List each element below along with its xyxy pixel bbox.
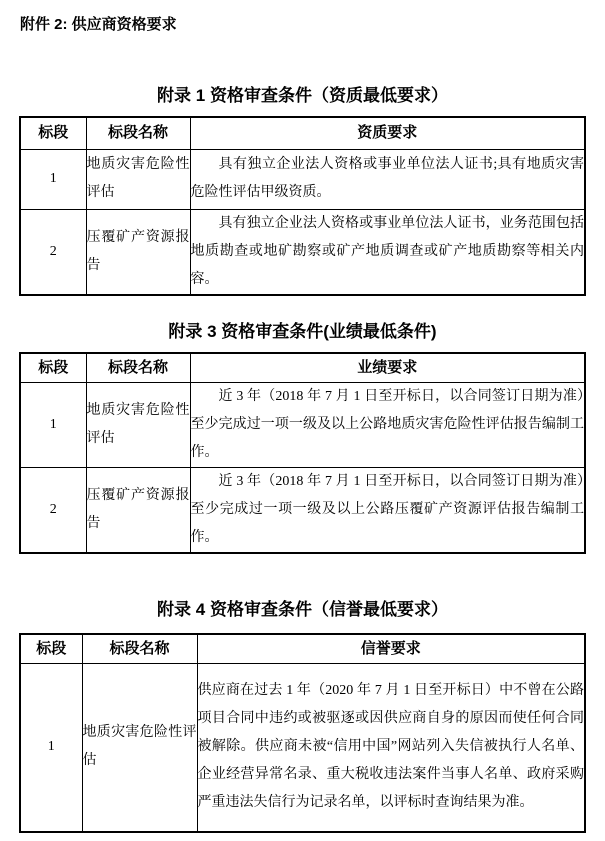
table-header-row (20, 634, 585, 664)
table-row (20, 209, 585, 295)
performance-requirements-table (19, 352, 586, 554)
lot-number-cell: 1 (20, 383, 86, 468)
table-row (20, 468, 585, 554)
requirement-cell: 具有独立企业法人资格或事业单位法人证书，业务范围包括地质勘查或地矿勘察或矿产地质调查或矿产地质勘察等相关内容。 (190, 209, 585, 295)
table-row (20, 149, 585, 209)
column-header-requirement: 业绩要求 (190, 353, 585, 383)
column-header-lot: 标段 (20, 117, 86, 149)
table-row (20, 664, 585, 832)
section-3-heading: 附录 4 资格审查条件（信誉最低要求） (157, 600, 448, 619)
column-header-lot: 标段 (20, 634, 82, 664)
requirement-cell: 具有独立企业法人资格或事业单位法人证书;具有地质灾害危险性评估甲级资质。 (190, 149, 585, 209)
column-header-lot-name: 标段名称 (82, 634, 197, 664)
section-1-heading: 附录 1 资格审查条件（资质最低要求） (157, 86, 448, 105)
lot-name-cell: 地质灾害危险性评估 (82, 664, 197, 832)
lot-number-cell: 2 (20, 209, 86, 295)
column-header-lot-name: 标段名称 (86, 117, 190, 149)
qualification-requirements-table (19, 116, 586, 296)
lot-name-cell: 地质灾害危险性评估 (86, 383, 190, 468)
lot-name-cell: 地质灾害危险性评估 (86, 149, 190, 209)
column-header-lot-name: 标段名称 (86, 353, 190, 383)
requirement-cell: 供应商在过去 1 年（2020 年 7 月 1 日至开标日）中不曾在公路项目合同中违约或被驱逐或因供应商自身的原因而使任何合同被解除。供应商未被“信用中国”网站列入失信被执行人名单、企业经营异常名录、重大税收违法案件当事人名单、政府采购严重违法失信行为记录名单，以评标时查询结果为准。 (197, 664, 585, 832)
section-2-heading: 附录 3 资格审查条件(业绩最低条件) (168, 322, 437, 341)
column-header-requirement: 资质要求 (190, 117, 585, 149)
column-header-lot: 标段 (20, 353, 86, 383)
table-row (20, 383, 585, 468)
document-title: 附件 2: 供应商资格要求 (20, 16, 177, 33)
requirement-cell: 近 3 年（2018 年 7 月 1 日至开标日，以合同签订日期为准）至少完成过一项一级及以上公路地质灾害危险性评估报告编制工作。 (190, 383, 585, 468)
lot-number-cell: 2 (20, 468, 86, 554)
column-header-requirement: 信誉要求 (197, 634, 585, 664)
table-header-row (20, 117, 585, 149)
requirement-cell: 近 3 年（2018 年 7 月 1 日至开标日，以合同签订日期为准）至少完成过一项一级及以上公路压覆矿产资源评估报告编制工作。 (190, 468, 585, 554)
lot-number-cell: 1 (20, 664, 82, 832)
credit-requirements-table (19, 633, 586, 833)
table-header-row (20, 353, 585, 383)
lot-name-cell: 压覆矿产资源报告 (86, 209, 190, 295)
lot-name-cell: 压覆矿产资源报告 (86, 468, 190, 554)
lot-number-cell: 1 (20, 149, 86, 209)
